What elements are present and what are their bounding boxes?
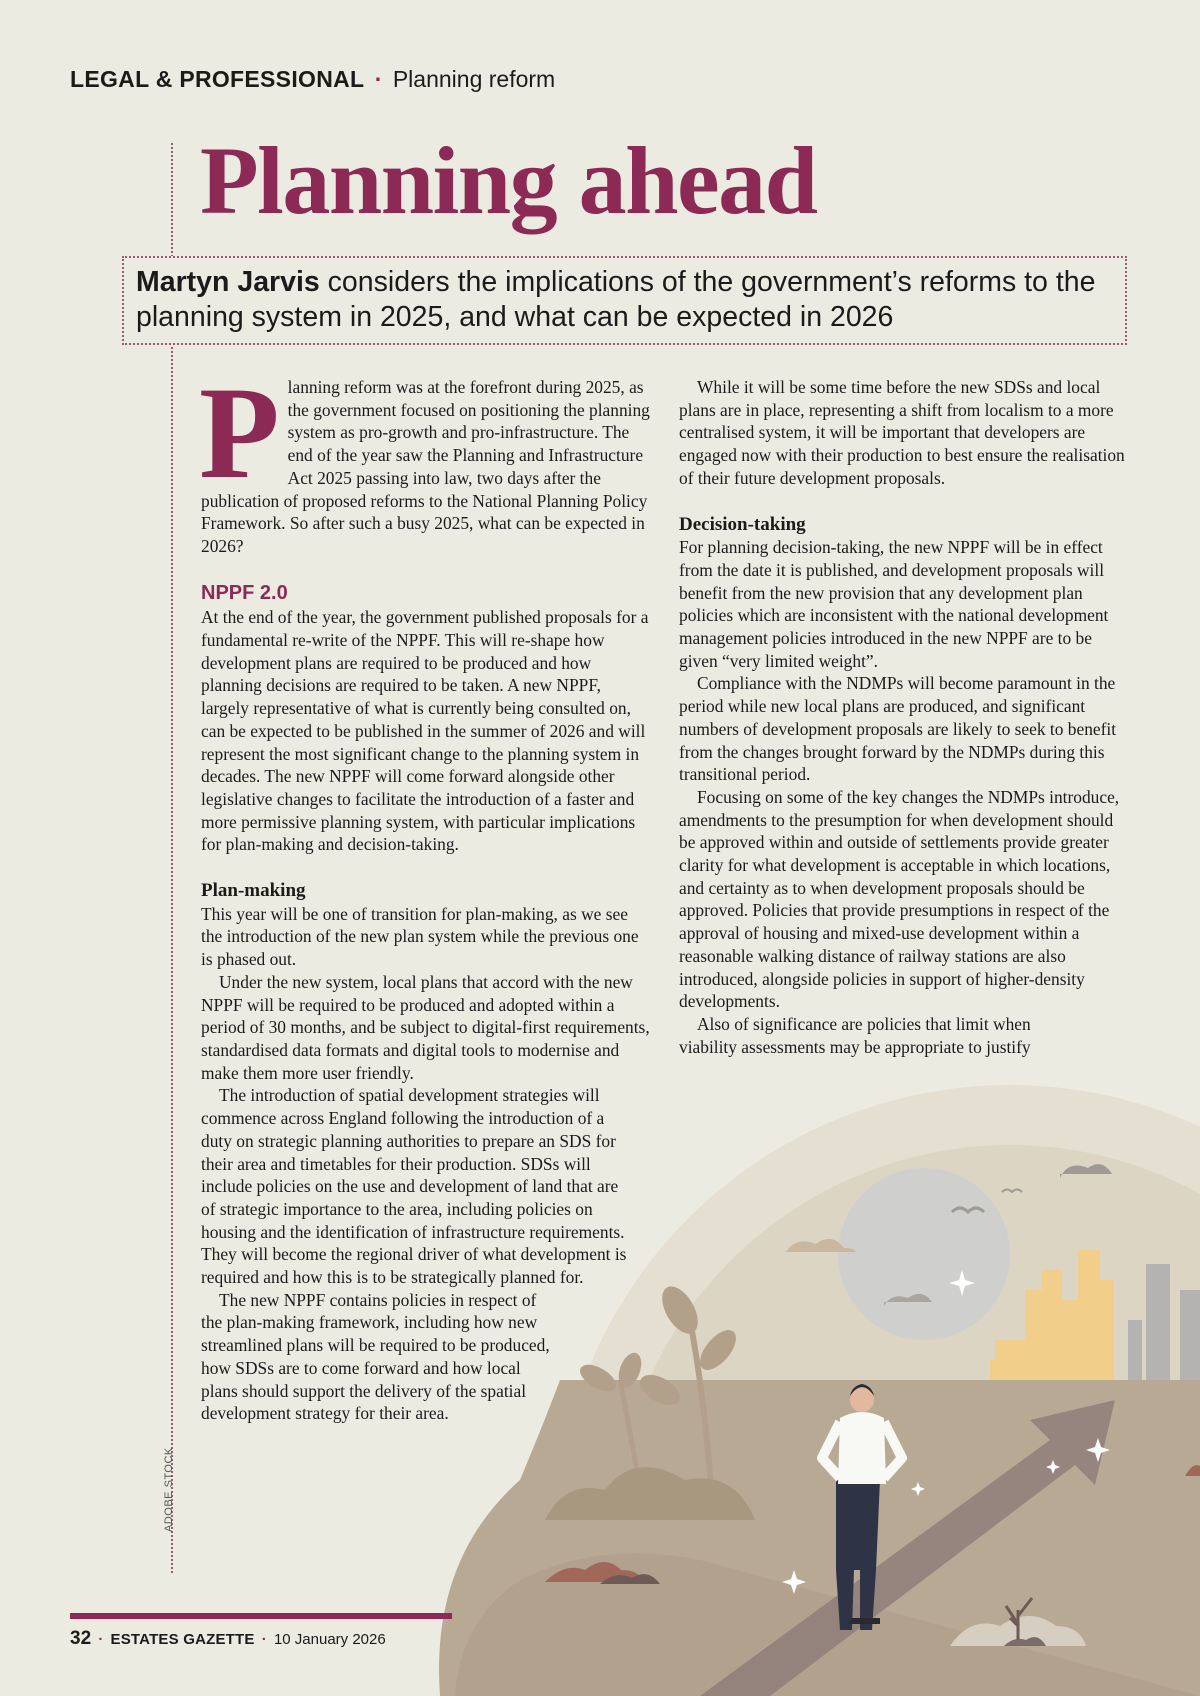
page-number: 32 xyxy=(70,1628,92,1649)
standfirst-text: considers the implications of the government’s reforms to the planning system in 2025, and what can be expected in 2026 xyxy=(136,266,1096,333)
author-name: Martyn Jarvis xyxy=(136,266,320,298)
page-footer xyxy=(70,1628,386,1650)
paragraph: Focusing on some of the key changes the NDMPs introduce, amendments to the presumption for when development should be approved within and outside of settlements provide greater clarity for what development is acceptable in which locations, and certainty as to when development proposals should be approved. Policies that provide presumptions in respect of the approval of housing and mixed-use development within a reasonable walking distance of railway stations are also introduced, alongside policies in support of higher-density developments. xyxy=(679,786,1120,1012)
article-column-1 xyxy=(199,359,651,1425)
subheading-plan-making: Plan-making xyxy=(201,880,306,902)
page-title: Planning ahead xyxy=(200,127,817,234)
standfirst-box xyxy=(122,256,1127,345)
section-label: LEGAL & PROFESSIONAL xyxy=(70,66,365,92)
subheading-decision-taking: Decision-taking xyxy=(679,513,806,535)
moon-icon xyxy=(838,1168,1010,1340)
dotted-rule xyxy=(171,143,173,1573)
paragraph: The introduction of spatial development strategies will commence across England following the introduction of a duty on strategic planning authorities to prepare an SDS for their area and timetables for their production. SDSs will include policies on the use and development of land that are of strategic importance to the area, including policies on housing and the identification of infrastructure requirements. They will become the regional driver of what development is required and how this is to be strategically planned for. xyxy=(201,1085,627,1288)
paragraph: For planning decision-taking, the new NPPF will be in effect from the date it is published, and development proposals will benefit from the new provision that any development plan policies which are inconsistent with the national development management policies introduced in the new NPPF are to be given “very limited weight”. xyxy=(679,537,1109,671)
separator-dot: · xyxy=(98,1631,104,1648)
section-topic: Planning reform xyxy=(392,66,556,92)
footer-rule xyxy=(70,1613,452,1619)
paragraph: This year will be one of transition for plan-making, as we see the introduction of the new plan system while the previous one is phased out. xyxy=(201,903,639,970)
paragraph: Also of significance are policies that limit when viability assessments may be appropriate to justify xyxy=(679,1013,1031,1057)
intro-text: lanning reform was at the forefront during 2025, as the government focused on positioning the planning system as pro-growth and pro-infrastructure. The end of the year saw the Planning and Infrastructure Act 2025 passing into law, two days after the publication of proposed reforms to the National Planning Policy Framework. So after such a busy 2025, what can be expected in 2026? xyxy=(201,377,650,556)
paragraph: At the end of the year, the government published proposals for a fundamental re-write of the NPPF. This will re-shape how development plans are required to be produced and how planning decisions are required to be taken. A new NPPF, largely representative of what is currently being consulted on, can be expected to be published in the summer of 2026 and will represent the most significant change to the planning system in decades. The new NPPF will come forward alongside other legislative changes to facilitate the introduction of a faster and more permissive planning system, with particular implications for plan-making and decision-taking. xyxy=(201,607,649,855)
section-header xyxy=(70,66,555,93)
issue-date: 10 January 2026 xyxy=(273,1631,386,1648)
paragraph: The new NPPF contains policies in respect of the plan-making framework, including how new streamlined plans will be required to be produced, how SDSs are to come forward and how local plans should support the delivery of the spatial development strategy for their area. xyxy=(201,1289,550,1424)
subheading-nppf: NPPF 2.0 xyxy=(201,581,288,604)
paragraph: While it will be some time before the new SDSs and local plans are in place, representing a shift from localism to a more centralised system, it will be important that developers are engaged now with their production to best ensure the realisation of their future development proposals. xyxy=(679,377,1125,488)
separator-dot: · xyxy=(261,1631,267,1648)
paragraph: Compliance with the NDMPs will become paramount in the period while new local plans are produced, and significant numbers of development proposals are likely to seek to benefit from the changes brought forward by the NDMPs during this transitional period. xyxy=(679,673,1117,785)
article-column-2 xyxy=(679,376,1129,1058)
paragraph: Under the new system, local plans that accord with the new NPPF will be required to be produced and adopted within a period of 30 months, and be subject to digital-first requirements, standardised data formats and digital tools to modernise and make them more user friendly. xyxy=(201,971,650,1083)
intro-paragraph xyxy=(199,359,651,558)
drop-cap: P xyxy=(199,359,280,506)
publication-name: ESTATES GAZETTE xyxy=(110,1631,255,1648)
separator-dot: · xyxy=(374,66,383,92)
image-credit: ADOBE STOCK xyxy=(163,1447,175,1532)
